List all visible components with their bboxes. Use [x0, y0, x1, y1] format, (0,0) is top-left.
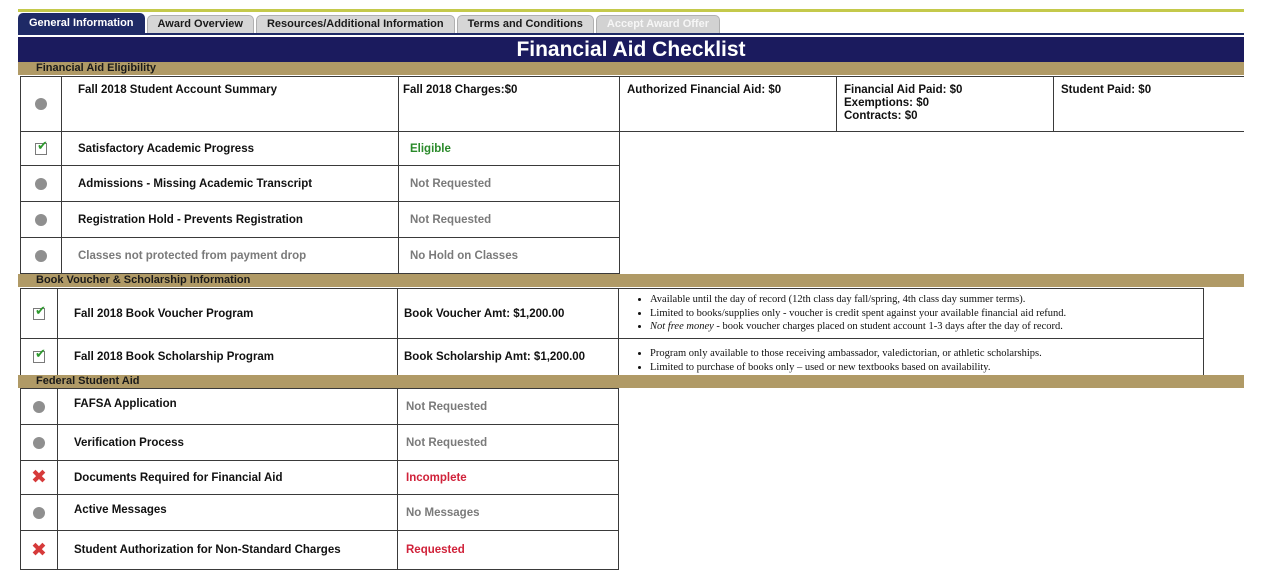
tab-resources[interactable]: Resources/Additional Information — [256, 15, 455, 33]
top-accent-line — [18, 9, 1244, 12]
note-item — [650, 320, 1195, 334]
note-text: - book voucher charges placed on student account 1-3 days after the day of record. — [716, 321, 1063, 332]
status-text: Not Requested — [397, 424, 619, 461]
status-cell — [20, 76, 62, 132]
status-pending-icon — [33, 507, 45, 519]
status-pending-icon — [35, 98, 47, 110]
row-label: Fall 2018 Book Scholarship Program — [57, 338, 398, 376]
summary-charges: Fall 2018 Charges:$0 — [398, 76, 620, 132]
check-icon — [33, 308, 45, 320]
status-text: Not Requested — [398, 165, 620, 202]
summary-exemptions: Exemptions: $0 — [844, 97, 929, 109]
status-cell — [20, 460, 58, 495]
tab-bar — [18, 13, 722, 33]
status-cell — [20, 530, 58, 570]
status-cell — [20, 338, 58, 376]
status-text: No Messages — [397, 494, 619, 531]
row-label: Classes not protected from payment drop — [61, 237, 399, 274]
check-icon — [33, 351, 45, 363]
section-header-eligibility: Financial Aid Eligibility — [18, 62, 1244, 75]
status-pending-icon — [33, 401, 45, 413]
summary-paid-cell — [836, 76, 1054, 132]
row-label: Verification Process — [57, 424, 398, 461]
book-scholarship-amount: Book Scholarship Amt: $1,200.00 — [397, 338, 619, 376]
status-pending-icon — [35, 178, 47, 190]
status-cell — [20, 388, 58, 425]
status-pending-icon — [35, 214, 47, 226]
tab-terms-and-conditions[interactable]: Terms and Conditions — [457, 15, 594, 33]
summary-label: Fall 2018 Student Account Summary — [61, 76, 399, 132]
check-icon — [35, 143, 47, 155]
status-cell — [20, 288, 58, 339]
row-label: Satisfactory Academic Progress — [61, 131, 399, 166]
tab-underline — [18, 33, 1244, 35]
note-item: • Available until the day of record (12th class day fall/spring, 4th class day summer terms). — [650, 293, 1195, 307]
status-text: Not Requested — [397, 388, 619, 425]
status-cell — [20, 165, 62, 202]
status-text: Not Requested — [398, 201, 620, 238]
row-label: Fall 2018 Book Voucher Program — [57, 288, 398, 339]
row-label: Registration Hold - Prevents Registration — [61, 201, 399, 238]
summary-student-paid: Student Paid: $0 — [1053, 76, 1244, 132]
tab-award-overview[interactable]: Award Overview — [147, 15, 254, 33]
status-cell — [20, 424, 58, 461]
status-text: Incomplete — [397, 460, 619, 495]
note-item: • Limited to books/supplies only - voucher is credit spent against your available financial aid refund. — [650, 307, 1195, 321]
status-cell — [20, 201, 62, 238]
status-cell — [20, 237, 62, 274]
summary-paid: Financial Aid Paid: $0 — [844, 84, 963, 96]
x-icon: ✖ — [31, 466, 47, 488]
status-text: Eligible — [398, 131, 620, 166]
status-cell — [20, 131, 62, 166]
status-pending-icon — [33, 437, 45, 449]
row-label: Documents Required for Financial Aid — [57, 460, 398, 495]
tab-general-information[interactable]: General Information — [18, 13, 145, 33]
status-cell — [20, 494, 58, 531]
page-title: Financial Aid Checklist — [18, 37, 1244, 62]
tab-accept-award-offer: Accept Award Offer — [596, 15, 720, 33]
row-label: Admissions - Missing Academic Transcript — [61, 165, 399, 202]
row-label: Student Authorization for Non-Standard Charges — [57, 530, 398, 570]
row-label: Active Messages — [57, 494, 398, 531]
note-emphasis: Not free money — [650, 321, 714, 332]
note-item: • Limited to purchase of books only – used or new textbooks based on availability. — [650, 361, 1195, 375]
section-header-federal: Federal Student Aid — [18, 375, 1244, 388]
note-item: • Program only available to those receiving ambassador, valedictorian, or athletic scholarships. — [650, 347, 1195, 361]
section-header-book: Book Voucher & Scholarship Information — [18, 274, 1244, 287]
summary-contracts: Contracts: $0 — [844, 110, 918, 122]
book-scholarship-notes — [618, 338, 1204, 376]
row-label: FAFSA Application — [57, 388, 398, 425]
book-voucher-amount: Book Voucher Amt: $1,200.00 — [397, 288, 619, 339]
status-text: Requested — [397, 530, 619, 570]
status-pending-icon — [35, 250, 47, 262]
summary-authorized: Authorized Financial Aid: $0 — [619, 76, 837, 132]
x-icon: ✖ — [31, 538, 47, 561]
book-voucher-notes — [618, 288, 1204, 339]
status-text: No Hold on Classes — [398, 237, 620, 274]
